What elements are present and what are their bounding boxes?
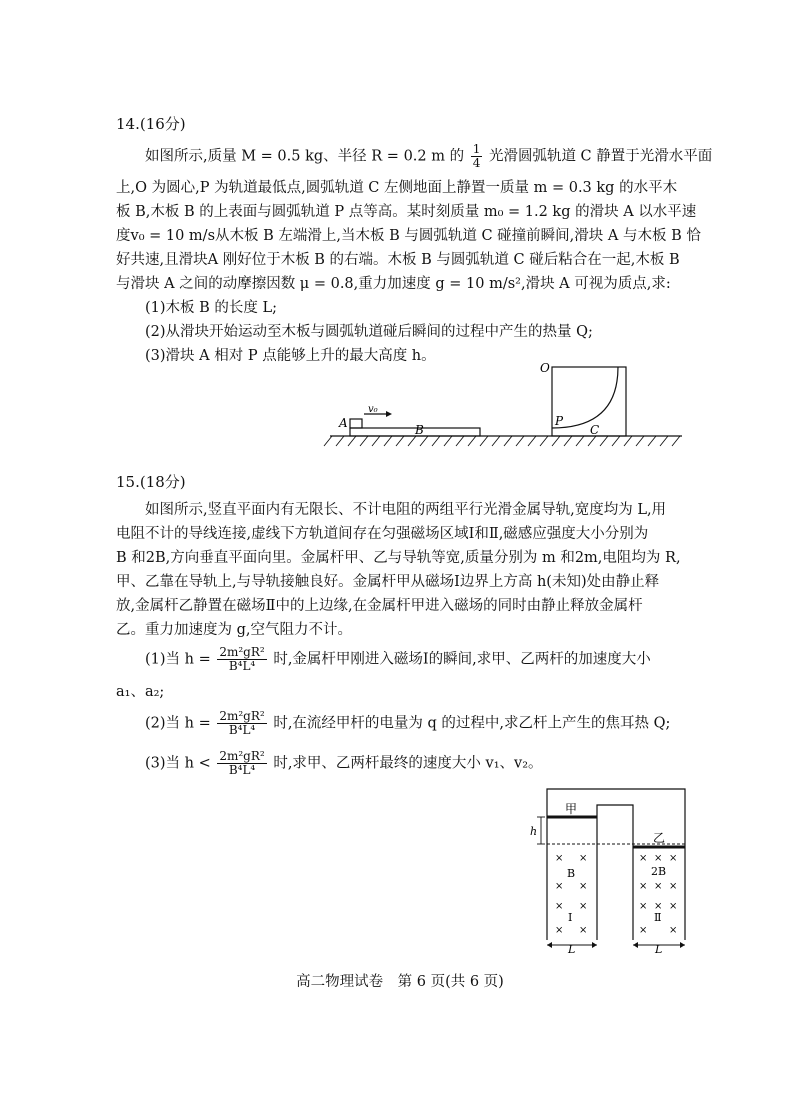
q14-figure <box>320 358 690 453</box>
q15-sub-2b: 时,在流经甲杆的电量为 q 的过程中,求乙杆上产生的焦耳热 Q; <box>273 715 671 732</box>
q15-line-4: 甲、乙靠在导轨上,与导轨接触良好。金属杆甲从磁场Ⅰ边界上方高 h(未知)处由静止释 <box>116 574 660 590</box>
cross: × <box>669 853 678 864</box>
q14-line-1a: 如图所示,质量 M = 0.5 kg、半径 R = 0.2 m 的 <box>145 148 465 165</box>
q15-sub-3a: (3)当 h < <box>145 755 211 772</box>
q14-line-1b: 光滑圆弧轨道 C 静置于光滑水平面 <box>488 148 713 165</box>
q15-line-1: 如图所示,竖直平面内有无限长、不计电阻的两组平行光滑金属导轨,宽度均为 L,用 <box>145 502 667 518</box>
arrowhead <box>680 942 685 948</box>
label-h: h <box>530 825 538 838</box>
q15-figure <box>525 785 695 957</box>
cross: × <box>669 881 678 892</box>
q14-line-2: 上,O 为圆心,P 为轨道最低点,圆弧轨道 C 左侧地面上静置一质量 m = 0.3 kg 的水平木 <box>116 180 678 196</box>
label-a: A <box>339 416 348 430</box>
ground-hatch <box>324 436 680 446</box>
q15-fraction-1 <box>217 646 266 673</box>
q14-frac-den: 4 <box>472 156 481 170</box>
cross: × <box>669 925 678 936</box>
q15-frac3-num: 2m²gR² <box>219 749 265 763</box>
q15-frac1-num: 2m²gR² <box>219 645 265 659</box>
q15-line-3: B 和2B,方向垂直平面向里。金属杆甲、乙与导轨等宽,质量分别为 m 和2m,电阻均为 R, <box>116 550 681 566</box>
q15-frac2-num: 2m²gR² <box>219 709 265 723</box>
q15-line-5: 放,金属杆乙静置在磁场Ⅱ中的上边缘,在金属杆甲进入磁场的同时由静止释放金属杆 <box>116 598 643 614</box>
q15-frac3-den: B⁴L⁴ <box>228 763 256 777</box>
inner-rails <box>597 805 633 940</box>
q15-line-6: 乙。重力加速度为 g,空气阻力不计。 <box>116 622 352 638</box>
label-region-2: Ⅱ <box>654 911 662 924</box>
cross: × <box>579 925 588 936</box>
cross: × <box>669 901 678 912</box>
cross: × <box>639 853 648 864</box>
label-o: O <box>540 361 550 375</box>
label-region-1: Ⅰ <box>568 911 573 924</box>
q15-fraction-3 <box>217 750 266 777</box>
q14-line-6: 与滑块 A 之间的动摩擦因数 μ = 0.8,重力加速度 g = 10 m/s²,滑块 A 可视为质点,求: <box>116 276 671 292</box>
cross: × <box>579 901 588 912</box>
label-p: P <box>555 414 564 428</box>
cross: × <box>555 881 564 892</box>
q15-sub-2a: (2)当 h = <box>145 715 211 732</box>
label-b: B <box>567 867 576 880</box>
cross: × <box>579 881 588 892</box>
label-l-2: L <box>655 943 663 956</box>
label-c: C <box>590 423 600 437</box>
q15-frac1-den: B⁴L⁴ <box>228 659 256 673</box>
page-footer: 高二物理试卷 第 6 页(共 6 页) <box>296 974 504 990</box>
cross: × <box>654 853 663 864</box>
label-2b: 2B <box>651 865 667 878</box>
q15-sub-1a: (1)当 h = <box>145 651 211 668</box>
q15-header: 15.(18分) <box>116 473 186 491</box>
cross: × <box>555 853 564 864</box>
cross: × <box>555 925 564 936</box>
q15-sub-3 <box>145 750 543 777</box>
cross: × <box>654 881 663 892</box>
cross: × <box>639 925 648 936</box>
block-a <box>350 419 362 428</box>
label-v0: v₀ <box>368 404 378 415</box>
q15-sub-2 <box>145 710 670 737</box>
q14-line-5: 好共速,且滑块A 刚好位于木板 B 的右端。木板 B 与圆弧轨道 C 碰后粘合在一起,木板 B <box>116 252 680 268</box>
label-b: B <box>415 423 424 437</box>
q15-sub-3b: 时,求甲、乙两杆最终的速度大小 v₁、v₂。 <box>273 755 543 772</box>
q14-line-3: 板 B,木板 B 的上表面与圆弧轨道 P 点等高。某时刻质量 m₀ = 1.2 kg 的滑块 A 以水平速 <box>116 204 697 220</box>
label-jia: 甲 <box>565 802 578 816</box>
cross: × <box>654 901 663 912</box>
q15-fraction-2 <box>217 710 266 737</box>
arrowhead <box>547 942 552 948</box>
velocity-arrowhead <box>386 411 392 417</box>
q15-frac2-den: B⁴L⁴ <box>228 723 256 737</box>
q15-sub-1c: a₁、a₂; <box>116 684 165 700</box>
arc-track-c <box>552 367 626 436</box>
q14-sub-1: (1)木板 B 的长度 L; <box>145 300 278 316</box>
cross: × <box>639 901 648 912</box>
q15-line-2: 电阻不计的导线连接,虚线下方轨道间存在匀强磁场区域Ⅰ和Ⅱ,磁感应强度大小分别为 <box>116 526 649 542</box>
q15-sub-1 <box>145 646 651 673</box>
cross: × <box>555 901 564 912</box>
cross: × <box>579 853 588 864</box>
cross: × <box>639 881 648 892</box>
arrowhead <box>633 942 638 948</box>
q14-header: 14.(16分) <box>116 115 186 133</box>
q14-sub-2: (2)从滑块开始运动至木板与圆弧轨道碰后瞬间的过程中产生的热量 Q; <box>145 324 593 340</box>
q14-sub-3: (3)滑块 A 相对 P 点能够上升的最大高度 h。 <box>145 348 436 364</box>
q15-sub-1b: 时,金属杆甲刚进入磁场Ⅰ的瞬间,求甲、乙两杆的加速度大小 <box>273 651 651 668</box>
q14-line-4: 度v₀ = 10 m/s从木板 B 左端滑上,当木板 B 与圆弧轨道 C 碰撞前瞬间,滑块 A 与木板 B 恰 <box>116 228 701 244</box>
label-l-1: L <box>568 943 576 956</box>
arrowhead <box>592 942 597 948</box>
q14-frac-num: 1 <box>472 142 481 156</box>
q14-fraction <box>471 143 483 170</box>
label-yi: 乙 <box>653 831 666 845</box>
q14-line-1 <box>145 143 712 170</box>
